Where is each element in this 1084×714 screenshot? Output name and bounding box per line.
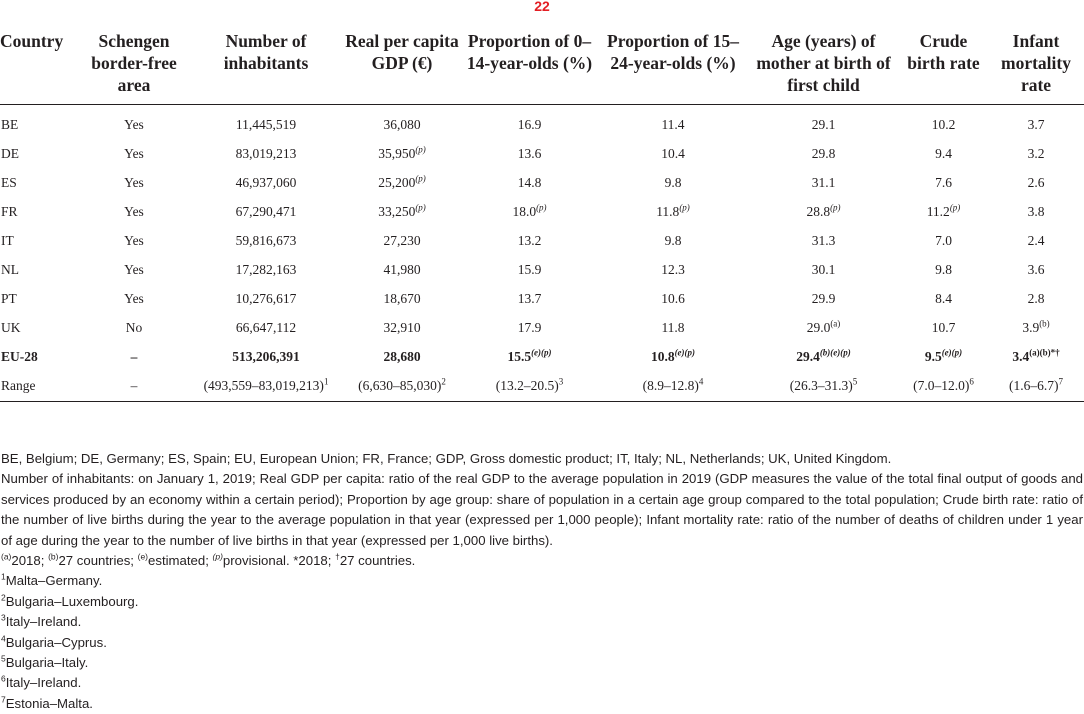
cell-age-mother: 31.1	[811, 174, 836, 190]
cell-schengen: Yes	[124, 261, 144, 277]
cell-prop-0-14: 16.9	[517, 116, 542, 132]
footnote-mark: (a)	[1, 551, 12, 562]
footnote-mark: †	[335, 551, 340, 562]
cell-age-mother: 29.8	[811, 145, 836, 161]
abbreviations-note: BE, Belgium; DE, Germany; ES, Spain; EU, European Union; FR, France; GDP, Gross domestic product; IT, Italy; NL, Netherlands; UK, United Kingdom.	[1, 451, 892, 466]
cell-country: PT	[1, 290, 17, 306]
range-footnote: $^5$Bulgaria–Italy.	[1, 653, 89, 671]
table-row	[0, 255, 1084, 284]
range-footnote: $^1$Malta–Germany.	[1, 572, 103, 589]
cell-age-mother: 29.1	[811, 116, 836, 132]
cell-birth-rate: 8.4	[935, 290, 952, 306]
cell-inhabitants: 513,206,391	[232, 348, 300, 364]
cell-country: Range	[0, 371, 79, 402]
cell-infant-mortality: 3.7	[1027, 116, 1045, 132]
cell-infant-mortality: 2.8	[1027, 290, 1045, 306]
cell-country: NL	[1, 261, 19, 277]
footnote-mark: (e)	[137, 551, 149, 562]
eu28-row	[0, 342, 1084, 371]
range-row	[0, 371, 1084, 402]
cell-birth-rate: 9.4	[935, 145, 952, 161]
cell-infant-mortality: $3.4^{(a)(b)*\dagger}$	[1012, 347, 1060, 364]
cell-age-mother: $29.4^{(b)(e)(p)}$	[796, 347, 851, 364]
cell-schengen: –	[130, 348, 138, 364]
cell-infant-mortality: 2.6	[1027, 174, 1045, 190]
footnote-text: 2018;	[11, 553, 49, 569]
cell-birth-rate: 7.0	[935, 232, 952, 248]
cell-prop-15-24: 10.6	[661, 290, 685, 306]
cell-birth-rate: $9.5^{(e)(p)}$	[924, 347, 963, 364]
cell-schengen: Yes	[124, 116, 144, 132]
cell-prop-15-24: 10.4	[661, 145, 685, 161]
cell-prop-15-24: 9.8	[664, 232, 682, 248]
cell-prop-15-24: 12.3	[661, 261, 685, 277]
range-footnote: $^6$Italy–Ireland.	[1, 674, 82, 691]
col-header-gdp: Real per capita GDP (€)	[343, 30, 461, 105]
cell-age-mother: 31.3	[811, 232, 836, 248]
cell-country: EU-28	[1, 348, 38, 364]
footnote-mark: (p)	[212, 551, 223, 562]
cell-age-mother: 30.1	[811, 261, 836, 277]
footnote-text: 27 countries;	[58, 553, 138, 569]
cell-inhabitants: 17,282,163	[235, 261, 297, 277]
cell-infant-mortality: 3.2	[1027, 145, 1045, 161]
range-footnote: $^4$Bulgaria–Cyprus.	[1, 633, 107, 650]
range-footnote: $^7$Estonia–Malta.	[1, 694, 93, 711]
cell-gdp: 28,680	[383, 348, 421, 364]
col-header-schengen: Schengen border-free area	[79, 30, 189, 105]
cell-birth-rate: 9.8	[935, 261, 952, 277]
cell-prop-0-14: 15.9	[517, 261, 542, 277]
cell-prop-0-14: $15.5^{(e)(p)}$	[507, 347, 552, 364]
col-header-age-mother: Age (years) of mother at birth of first child	[748, 30, 899, 105]
col-header-inhabitants: Number of inhabitants	[189, 30, 343, 105]
cell-gdp: 25,200$^{(p)}$	[378, 173, 426, 190]
cell-schengen: Yes	[124, 203, 144, 219]
cell-gdp: 18,670	[383, 290, 421, 306]
range-footnote: $^2$Bulgaria–Luxembourg.	[1, 592, 139, 609]
cell-birth-rate: 10.2	[931, 116, 956, 132]
cell-country: FR	[1, 203, 18, 219]
cell-prop-0-14: 13.7	[517, 290, 542, 306]
table-row	[0, 168, 1084, 197]
footnote-text: 27 countries.	[339, 553, 416, 569]
cell-schengen: Yes	[124, 174, 144, 190]
cell-infant-mortality: 3.9$^{(b)}$	[1022, 318, 1050, 335]
definitions-note: Number of inhabitants: on January 1, 2019; Real GDP per capita: ratio of the real GDP to the average population in 2019 (GDP measures the value of the total final output of goods and services produced by an economy within a certain period); Proportion by age group: share of population in a certain age group compared to the total population; Crude birth rate: ratio of the number of live births during the year to the average population in that year (expressed per 1,000 people); Infant mortality rate: ratio of the number of deaths of children under 1 year of age during the year to the number of live births in that year (expressed per 1,000 live births).	[1, 471, 1083, 548]
cell-age-mother: 28.8$^{(p)}$	[806, 202, 841, 219]
cell-age-mother: 29.0$^{(a)}$	[806, 318, 841, 335]
cell-gdp: 33,250$^{(p)}$	[378, 202, 426, 219]
footnote-text: estimated;	[148, 553, 213, 569]
cell-gdp: 36,080	[383, 116, 421, 132]
cell-infant-mortality: 3.6	[1027, 261, 1045, 277]
cell-schengen: Yes	[124, 290, 144, 306]
cell-country: ES	[1, 174, 17, 190]
cell-gdp: 32,910	[383, 319, 421, 335]
cell-inhabitants: 66,647,112	[235, 319, 297, 335]
cell-inhabitants: $(493,559-83,019,213)^1$	[189, 371, 343, 402]
cell-gdp: $(6,630-85,030)^2$	[343, 371, 461, 402]
cell-schengen: Yes	[124, 145, 144, 161]
range-footnote: $^3$Italy–Ireland.	[1, 612, 82, 630]
range-notes	[1, 571, 1083, 714]
footnote-text: provisional. *2018;	[222, 553, 336, 569]
flags-note	[1, 551, 1083, 571]
header-row	[0, 30, 1084, 105]
cell-country: UK	[1, 319, 21, 335]
cell-schengen: –	[79, 371, 189, 402]
col-header-infant-mortality: Infant mortality rate	[988, 30, 1084, 105]
cell-schengen: Yes	[124, 232, 144, 248]
cell-prop-15-24: 9.8	[664, 174, 682, 190]
cell-prop-15-24: 11.8$^{(p)}$	[656, 202, 690, 219]
cell-gdp: 27,230	[383, 232, 421, 248]
cell-infant-mortality: $(1.6-6.7)^7$	[988, 371, 1084, 402]
cell-prop-15-24: 11.4	[661, 116, 685, 132]
cell-prop-0-14: $(13.2-20.5)^3$	[461, 371, 598, 402]
table-row	[0, 197, 1084, 226]
cell-schengen: No	[125, 319, 143, 335]
cell-birth-rate: 11.2$^{(p)}$	[926, 202, 961, 219]
cell-prop-0-14: 17.9	[517, 319, 542, 335]
demographics-table	[0, 30, 1084, 402]
cell-age-mother: 29.9	[811, 290, 836, 306]
cell-prop-15-24: 11.8	[661, 319, 685, 335]
cell-age-mother: $(26.3-31.3)^5$	[748, 371, 899, 402]
table-notes	[1, 449, 1083, 714]
cell-country: BE	[1, 116, 19, 132]
cell-gdp: 41,980	[383, 261, 421, 277]
cell-inhabitants: 67,290,471	[235, 203, 297, 219]
cell-prop-0-14: 14.8	[517, 174, 542, 190]
cell-inhabitants: 10,276,617	[235, 290, 297, 306]
cell-birth-rate: $(7.0-12.0)^6$	[899, 371, 988, 402]
cell-infant-mortality: 3.8	[1027, 203, 1045, 219]
cell-country: DE	[1, 145, 19, 161]
cell-inhabitants: 11,445,519	[235, 116, 297, 132]
cell-prop-0-14: 18.0$^{(p)}$	[512, 202, 547, 219]
cell-birth-rate: 7.6	[935, 174, 952, 190]
cell-birth-rate: 10.7	[931, 319, 956, 335]
cell-prop-0-14: 13.6	[517, 145, 542, 161]
table-row	[0, 313, 1084, 342]
col-header-birth-rate: Crude birth rate	[899, 30, 988, 105]
table-row	[0, 105, 1084, 140]
table-row	[0, 226, 1084, 255]
cell-inhabitants: 83,019,213	[235, 145, 297, 161]
col-header-country: Country	[0, 30, 79, 105]
cell-inhabitants: 46,937,060	[235, 174, 297, 190]
cell-country: IT	[1, 232, 14, 248]
cell-gdp: 35,950$^{(p)}$	[378, 144, 426, 161]
cell-prop-15-24: $10.8^{(e)(p)}$	[650, 347, 696, 364]
cell-inhabitants: 59,816,673	[235, 232, 297, 248]
cell-prop-0-14: 13.2	[517, 232, 542, 248]
footnote-mark: (b)	[48, 551, 59, 562]
table-row	[0, 284, 1084, 313]
col-header-prop-0-14: Proportion of 0–14-year-olds (%)	[461, 30, 598, 105]
table-row	[0, 139, 1084, 168]
cell-infant-mortality: 2.4	[1027, 232, 1045, 248]
col-header-prop-15-24: Proportion of 15–24-year-olds (%)	[598, 30, 748, 105]
cell-prop-15-24: $(8.9-12.8)^4$	[598, 371, 748, 402]
page-number: 22	[534, 0, 550, 14]
